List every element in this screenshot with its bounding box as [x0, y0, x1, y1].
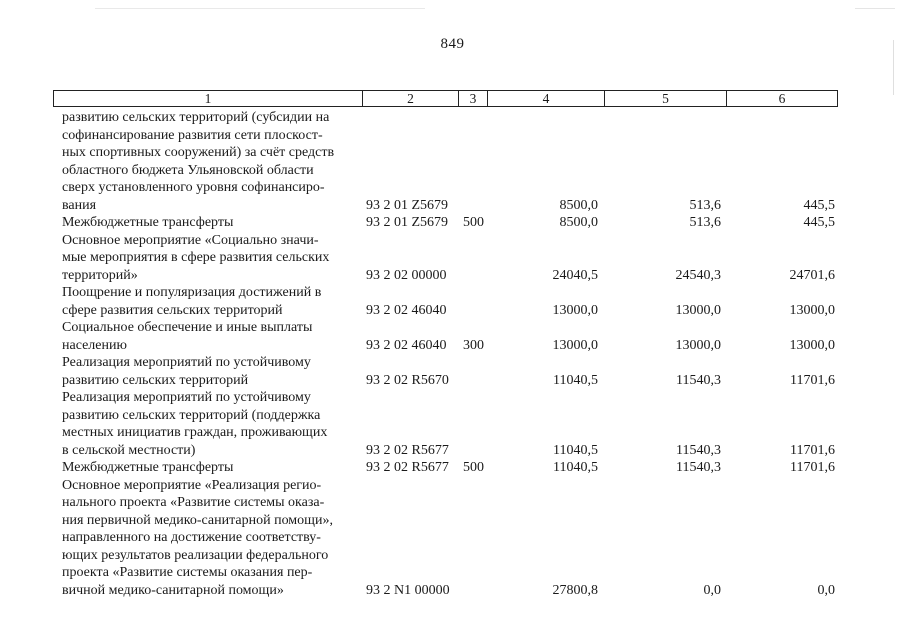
row-name: [62, 284, 358, 319]
row-name-line: вичной медико-санитарной помощи»: [62, 582, 284, 598]
amount-col-5: 13000,0: [675, 337, 721, 353]
amount-col-6: 13000,0: [789, 337, 835, 353]
row-name-line: Межбюджетные трансферты: [62, 215, 234, 230]
amount-col-4: 27800,8: [552, 582, 598, 598]
row-name-line: Реализация мероприятий по устойчивому: [62, 355, 311, 370]
column-header-3: 3: [458, 91, 487, 106]
amount-col-6: 11701,6: [790, 372, 835, 388]
row-name-line: местных инициатив граждан, проживающих: [62, 425, 328, 440]
column-header-6: 6: [726, 91, 837, 106]
row-name: [62, 109, 358, 214]
table-row: [0, 389, 905, 459]
amount-col-6: 13000,0: [789, 302, 835, 318]
row-name-line: направленного на достижение соответству-: [62, 530, 321, 545]
amount-col-5: 24540,3: [675, 267, 721, 283]
amount-col-5: 11540,3: [676, 372, 721, 388]
table-row: [0, 214, 905, 232]
row-name: [62, 459, 358, 477]
budget-code: 93 2 01 Z5679: [366, 197, 449, 213]
row-name-line: территорий»: [62, 267, 138, 283]
row-name-line: Межбюджетные трансферты: [62, 460, 234, 475]
budget-code: 93 2 02 R5677: [366, 442, 449, 458]
row-name-line: Социальное обеспечение и иные выплаты: [62, 320, 313, 335]
expense-type: 300: [463, 337, 484, 353]
amount-col-4: 11040,5: [553, 372, 598, 388]
row-name: [62, 477, 358, 600]
table-row: [0, 459, 905, 477]
row-name-line: проекта «Развитие системы оказания пер-: [62, 565, 313, 580]
expense-type: 500: [463, 215, 484, 230]
row-name-line: мые мероприятия в сфере развития сельских: [62, 250, 330, 265]
table-row: [0, 477, 905, 600]
row-name-line: областного бюджета Ульяновской области: [62, 162, 314, 178]
amount-col-4: 13000,0: [552, 337, 598, 353]
amount-col-5: 513,6: [689, 215, 721, 230]
amount-col-4: 8500,0: [559, 197, 598, 213]
row-name: [62, 214, 358, 232]
budget-code: 93 2 02 46040: [366, 337, 447, 353]
budget-code: 93 2 02 R5677: [366, 460, 449, 475]
row-name-line: Основное мероприятие «Социально значи-: [62, 232, 319, 248]
budget-code: 93 2 02 00000: [366, 267, 447, 283]
table-row: [0, 284, 905, 319]
row-name: [62, 389, 358, 459]
amount-col-6: 445,5: [803, 215, 835, 230]
amount-col-5: 11540,3: [676, 460, 721, 475]
amount-col-6: 11701,6: [790, 442, 835, 458]
amount-col-4: 13000,0: [552, 302, 598, 318]
row-name-line: развитию сельских территорий (субсидии на: [62, 110, 330, 125]
row-name-line: населению: [62, 337, 127, 353]
budget-code: 93 2 02 R5670: [366, 372, 449, 388]
row-name: [62, 319, 358, 354]
column-header-5: 5: [604, 91, 726, 106]
row-name-line: ния первичной медико-санитарной помощи»,: [62, 512, 333, 528]
amount-col-6: 11701,6: [790, 460, 835, 475]
amount-col-4: 24040,5: [552, 267, 598, 283]
row-name-line: Реализация мероприятий по устойчивому: [62, 390, 311, 405]
amount-col-5: 13000,0: [675, 302, 721, 318]
row-name-line: сфере развития сельских территорий: [62, 302, 283, 318]
table-row: [0, 109, 905, 214]
row-name-line: развитию сельских территорий (поддержка: [62, 407, 321, 423]
scan-artifact-top-right: [855, 8, 895, 9]
budget-code: 93 2 02 46040: [366, 302, 447, 318]
row-name-line: сверх установленного уровня софинансиро-: [62, 180, 325, 195]
table-header-row: [53, 90, 838, 107]
amount-col-5: 0,0: [703, 582, 721, 598]
expense-type: 500: [463, 460, 484, 475]
table-row: [0, 319, 905, 354]
row-name-line: нального проекта «Развитие системы оказа-: [62, 495, 325, 510]
row-name: [62, 232, 358, 285]
table-row: [0, 232, 905, 285]
row-name-line: вания: [62, 197, 97, 213]
page-number: 849: [440, 36, 465, 52]
amount-col-6: 445,5: [803, 197, 835, 213]
row-name-line: ющих результатов реализации федерального: [62, 547, 329, 563]
amount-col-4: 11040,5: [553, 460, 598, 475]
budget-code: 93 2 N1 00000: [366, 582, 450, 598]
row-name-line: Основное мероприятие «Реализация регио-: [62, 477, 322, 493]
row-name-line: ных спортивных сооружений) за счёт средств: [62, 145, 335, 160]
budget-code: 93 2 01 Z5679: [366, 215, 449, 230]
amount-col-4: 8500,0: [559, 215, 598, 230]
column-header-2: 2: [362, 91, 458, 106]
amount-col-6: 24701,6: [789, 267, 835, 283]
amount-col-5: 11540,3: [676, 442, 721, 458]
column-header-4: 4: [487, 91, 604, 106]
row-name-line: развитию сельских территорий: [62, 372, 249, 388]
amount-col-4: 11040,5: [553, 442, 598, 458]
amount-col-5: 513,6: [689, 197, 721, 213]
table-row: [0, 354, 905, 389]
row-name-line: софинансирование развития сети плоскост-: [62, 127, 323, 143]
column-header-1: 1: [204, 91, 212, 106]
row-name-line: в сельской местности): [62, 442, 196, 458]
row-name: [62, 354, 358, 389]
row-name-line: Поощрение и популяризация достижений в: [62, 285, 322, 300]
amount-col-6: 0,0: [817, 582, 835, 598]
scan-artifact-top: [95, 8, 425, 9]
